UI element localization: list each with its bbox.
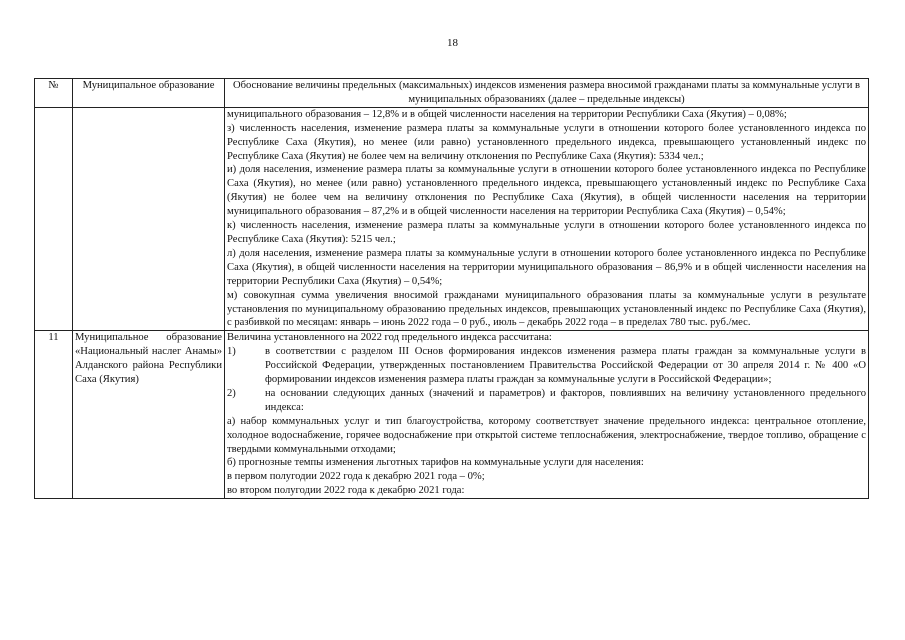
table-row-11 — [35, 331, 869, 499]
paragraph-i: и) доля населения, изменение размера платы за коммунальные услуги в отношении которого более установленного индекса по Республике Саха (Якутия), но менее (или равно) установленного предельного индекса, превышающего установленный индекс по Республике Саха (Якутия) не более чем на величину отклонения по Республике Саха (Якутия), в общей численности населения на территории муниципального образования – 87,2% и в общей численности населения на территории Республика Саха (Якутия) – 0,54%; — [227, 164, 866, 218]
municipality-name-cell — [73, 331, 225, 499]
header-municipality: Муниципальное образование — [73, 79, 225, 108]
municipality-name: Муниципальное образование «Национальный наслег Анамы» Алданского района Республики Саха (Якутия) — [75, 332, 222, 386]
num-cell-empty — [35, 107, 73, 331]
page-number: 18 — [447, 37, 458, 49]
half-year-2-line: во втором полугодии 2022 года к декабрю 2021 года: — [227, 485, 465, 497]
list-item-2 — [227, 387, 866, 415]
list-item-1 — [227, 345, 866, 387]
list-text-1: в соответствии с разделом III Основ формирования индексов изменения размера платы граждан за коммунальные услуги в Российской Федерации, утвержденных постановлением Правительства Российской Федерации от 30 апреля 2014 г. № 400 «О формировании индексов изменения размера платы граждан за коммунальные услуги в Российской Федерации»; — [265, 346, 866, 386]
table-header-row — [35, 79, 869, 108]
justification-cell-continuation — [225, 107, 869, 331]
paragraph-continuation: муниципального образования – 12,8% и в общей численности населения на территории Республики Саха (Якутия) – 0,08%; — [227, 108, 787, 120]
paragraph-z: з) численность населения, изменение размера платы за коммунальные услуги в отношении которого более установленного индекса по Республике Саха (Якутия), но менее (или равно) установленного предельного индекса, превышающего установленный индекс по Республике Саха (Якутия) не более чем на величину отклонения по Республике Саха (Якутия): 5334 чел.; — [227, 122, 866, 162]
half-year-1-line: в первом полугодии 2022 года к декабрю 2021 года – 0%; — [227, 471, 485, 483]
paragraph-k: к) численность населения, изменение размера платы за коммунальные услуги в отношении которого более установленного индекса по Республике Саха (Якутия): 5215 чел.; — [227, 220, 866, 245]
list-marker-2: 2) — [227, 387, 236, 399]
list-marker-1: 1) — [227, 346, 236, 358]
paragraph-m: м) совокупная сумма увеличения вносимой гражданами муниципального образования платы за коммунальные услуги в результате установления по муниципальному образованию предельных индексов, превышающих установленный индекс по Республике Саха (Якутия), с разбивкой по месяцам: январь – июнь 2022 года – 0 руб., июль – декабрь 2022 года – в пределах 780 тыс. руб./мес. — [227, 289, 866, 329]
justification-cell-11 — [225, 331, 869, 499]
list-text-2: на основании следующих данных (значений и параметров) и факторов, повлиявших на величину установленного предельного индекса: — [265, 387, 866, 413]
paragraph-l: л) доля населения, изменение размера платы за коммунальные услуги в отношении которого более установленного индекса по Республике Саха (Якутия), в общей численности населения на территории муниципального образования – 86,9% и в общей численности населения на территории Республики Саха (Якутия) – 0,54%; — [227, 247, 866, 287]
sub-item-a: а) набор коммунальных услуг и тип благоустройства, которому соответствует значение предельного индекса: центральное отопление, холодное водоснабжение, горячее водоснабжение при открытой системе теплоснабжения, электроснабжение, твердое топливо, обращение с твердыми коммунальными отходами; — [227, 415, 866, 455]
intro-line: Величина установленного на 2022 год предельного индекса рассчитана: — [227, 332, 552, 344]
header-num: № — [35, 79, 73, 108]
header-justification: Обоснование величины предельных (максимальных) индексов изменения размера вносимой гражданами платы за коммунальные услуги в муниципальных образованиях (далее – предельные индексы) — [225, 79, 869, 108]
municipality-cell-empty — [73, 107, 225, 331]
table-row-continuation — [35, 107, 869, 331]
row-number: 11 — [35, 331, 73, 499]
sub-item-b: б) прогнозные темпы изменения льготных тарифов на коммунальные услуги для населения: — [227, 457, 644, 469]
indices-table — [34, 78, 869, 499]
